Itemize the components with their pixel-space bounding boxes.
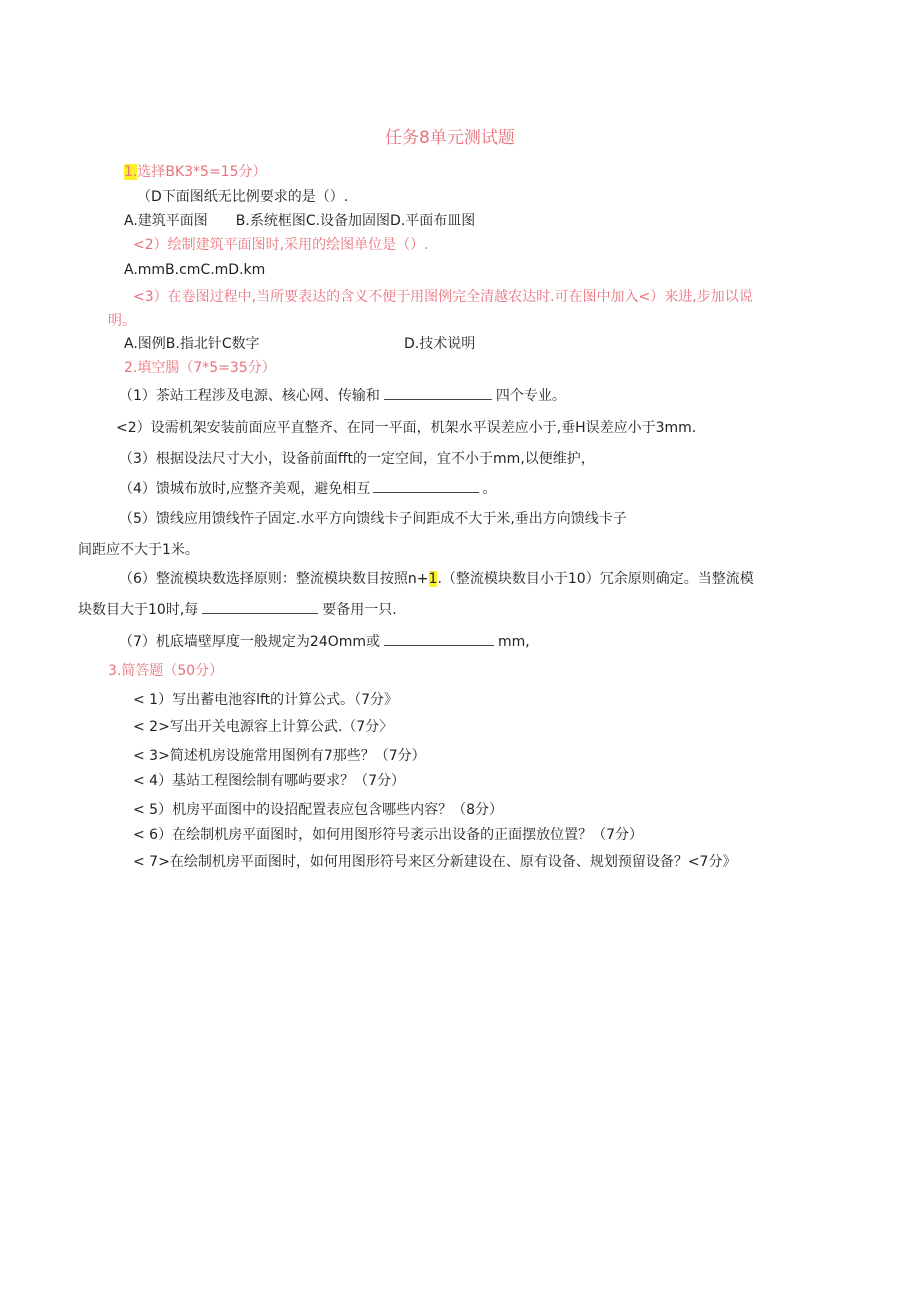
fill-1	[119, 386, 566, 406]
list-item: < 5）机房平面图中的设招配置表应包含哪些内容？（8分）	[133, 802, 503, 818]
fill-1-blank	[384, 387, 492, 400]
question-1: （D下面图纸无比例要求的是（）.	[137, 189, 349, 205]
question-3-line1: <3）在卷图过程中,当所要表达的含义不便于用图例完全清越农达时.可在图中加入<）来进,步加以说	[133, 289, 753, 305]
fill-5-line2: 间距应不大于1米。	[78, 542, 199, 558]
list-item: < 2>写出开关电源容上计算公武.（7分〉	[133, 719, 394, 735]
question-3-options-b: D.技术说明	[404, 336, 476, 352]
fill-7	[119, 632, 530, 652]
fill-1-text: （1）茶站工程涉及电源、核心网、传输和	[119, 388, 380, 404]
list-item: < 7>在绘制机房平面图时，如何用图形符号来区分新建设在、原有设备、规划预留设备？<7分》	[133, 854, 737, 870]
fill-2: <2）设需机架安装前面应平直整齐、在同一平面，机架水平误差应小于,垂H误差应小于3mm.	[116, 420, 697, 436]
section1-heading	[124, 162, 267, 182]
page-title: 任务8单元测试题	[385, 128, 515, 148]
fill-4-tail: 。	[482, 481, 497, 497]
fill-6-line1	[119, 569, 754, 589]
question-2-options: A.mmB.cmC.mD.km	[124, 262, 266, 278]
fill-1-tail: 四个专业。	[495, 388, 566, 404]
fill-6-highlight: 1	[428, 571, 438, 587]
list-item: < 3>简述机房设施常用图例有7那些？（7分）	[133, 748, 426, 764]
section1-label: 选择BK3*5=15分）	[137, 164, 267, 180]
fill-6-line2-text: 块数目大于10时,每	[78, 602, 199, 618]
fill-6-blank	[202, 601, 318, 614]
question-1-options: A.建筑平面图 B.系统框图C.设备加固图D.平面布皿图	[124, 213, 476, 229]
question-2: <2）绘制建筑平面图时,采用的绘图单位是（）.	[133, 237, 429, 253]
fill-6-tail: .（整流模块数目小于10）冗余原则确定。当整流模	[437, 571, 754, 587]
question-3-line2: 明。	[108, 313, 136, 329]
list-item: < 6）在绘制机房平面图时，如何用图形符号袤示出设备的正面摆放位置？（7分）	[133, 827, 643, 843]
fill-4-text: （4）馈城布放时,应整齐美观，避免相互	[119, 481, 371, 497]
fill-6-line2	[78, 600, 397, 620]
list-item: < 4）基站工程图绘制有哪屿要求？（7分）	[133, 773, 405, 789]
fill-6-line2-tail: 要备用一只.	[322, 602, 397, 618]
section3-heading: 3.简答题（50分）	[108, 663, 224, 679]
question-3-options-a: A.图例B.指北针C数字	[124, 336, 260, 352]
fill-5-line1: （5）馈线应用馈线忤子固定.水平方向馈线卡子间距成不大于米,垂出方向馈线卡子	[119, 511, 627, 527]
section2-heading: 2.填空腸（7*5=35分）	[124, 360, 276, 376]
fill-4-blank	[373, 480, 479, 493]
fill-4	[119, 479, 496, 499]
fill-6-text: （6）整流模块数选择原则：整流模块数目按照n+	[119, 571, 429, 587]
fill-7-text: （7）机底墙壁厚度一般规定为24Omm或	[119, 634, 381, 650]
fill-7-tail: mm,	[498, 634, 530, 650]
fill-7-blank	[384, 633, 494, 646]
fill-3: （3）根据设法尺寸大小，设备前面fft的一定空间，宜不小于mm,以便维护，	[119, 451, 595, 467]
list-item: < 1）写出蓄电池容lft的计算公式。（7分》	[133, 692, 399, 708]
section1-number: 1.	[124, 164, 138, 180]
